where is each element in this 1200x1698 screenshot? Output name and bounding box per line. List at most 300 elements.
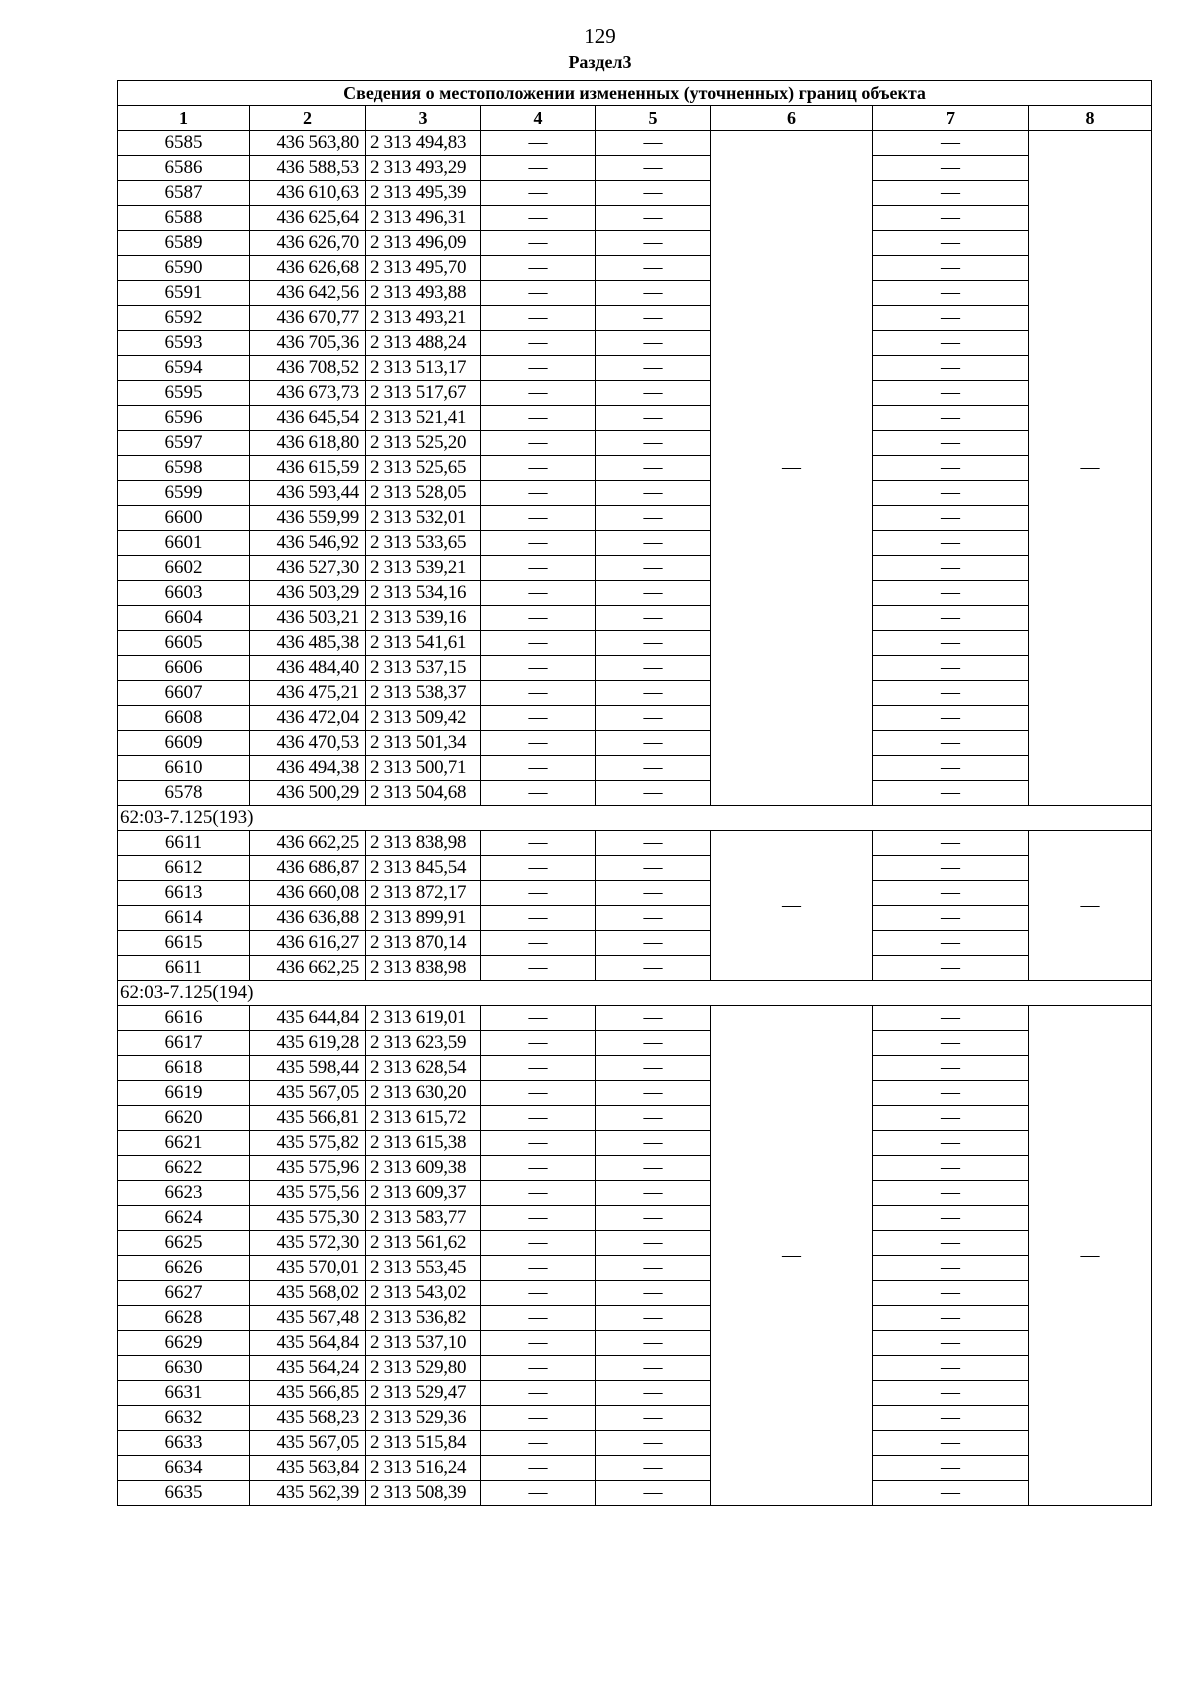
- column-5-cell: —: [596, 681, 711, 706]
- column-7-cell: —: [873, 656, 1029, 681]
- y-coordinate-cell: 2 313 615,38: [366, 1131, 481, 1156]
- column-4-cell: —: [481, 1306, 596, 1331]
- point-number-cell: 6596: [118, 406, 250, 431]
- column-7-cell: —: [873, 681, 1029, 706]
- x-coordinate-cell: 435 575,56: [250, 1181, 366, 1206]
- x-coordinate-cell: 436 642,56: [250, 281, 366, 306]
- point-number-cell: 6621: [118, 1131, 250, 1156]
- table-row: [118, 481, 1152, 506]
- y-coordinate-cell: 2 313 609,37: [366, 1181, 481, 1206]
- table-row: [118, 1156, 1152, 1181]
- x-coordinate-cell: 435 567,48: [250, 1306, 366, 1331]
- x-coordinate-cell: 436 484,40: [250, 656, 366, 681]
- column-4-cell: —: [481, 1056, 596, 1081]
- column-4-cell: —: [481, 906, 596, 931]
- column-7-cell: —: [873, 1106, 1029, 1131]
- table-row: [118, 281, 1152, 306]
- column-4-cell: —: [481, 481, 596, 506]
- column-5-cell: —: [596, 1081, 711, 1106]
- table-row: [118, 656, 1152, 681]
- group-header-row: [118, 806, 1152, 831]
- x-coordinate-cell: 436 615,59: [250, 456, 366, 481]
- point-number-cell: 6622: [118, 1156, 250, 1181]
- column-7-cell: —: [873, 1256, 1029, 1281]
- column-5-cell: —: [596, 631, 711, 656]
- column-number: 7: [873, 106, 1029, 131]
- point-number-cell: 6620: [118, 1106, 250, 1131]
- table-row: [118, 1231, 1152, 1256]
- column-5-cell: —: [596, 1381, 711, 1406]
- x-coordinate-cell: 436 475,21: [250, 681, 366, 706]
- column-4-cell: —: [481, 1356, 596, 1381]
- x-coordinate-cell: 435 564,84: [250, 1331, 366, 1356]
- column-5-cell: —: [596, 1231, 711, 1256]
- x-coordinate-cell: 435 567,05: [250, 1431, 366, 1456]
- point-number-cell: 6610: [118, 756, 250, 781]
- column-5-cell: —: [596, 1256, 711, 1281]
- column-5-cell: —: [596, 456, 711, 481]
- x-coordinate-cell: 436 559,99: [250, 506, 366, 531]
- point-number-cell: 6626: [118, 1256, 250, 1281]
- column-5-cell: —: [596, 881, 711, 906]
- x-coordinate-cell: 436 470,53: [250, 731, 366, 756]
- point-number-cell: 6604: [118, 606, 250, 631]
- column-5-cell: —: [596, 231, 711, 256]
- column-4-cell: —: [481, 1006, 596, 1031]
- y-coordinate-cell: 2 313 488,24: [366, 331, 481, 356]
- x-coordinate-cell: 435 575,96: [250, 1156, 366, 1181]
- column-number: 2: [250, 106, 366, 131]
- point-number-cell: 6612: [118, 856, 250, 881]
- column-7-cell: —: [873, 881, 1029, 906]
- column-5-cell: —: [596, 1481, 711, 1506]
- y-coordinate-cell: 2 313 623,59: [366, 1031, 481, 1056]
- x-coordinate-cell: 436 686,87: [250, 856, 366, 881]
- table-row: [118, 556, 1152, 581]
- column-7-cell: —: [873, 356, 1029, 381]
- x-coordinate-cell: 436 472,04: [250, 706, 366, 731]
- x-coordinate-cell: 436 673,73: [250, 381, 366, 406]
- point-number-cell: 6629: [118, 1331, 250, 1356]
- column-5-cell: —: [596, 331, 711, 356]
- column-5-cell: —: [596, 481, 711, 506]
- y-coordinate-cell: 2 313 496,09: [366, 231, 481, 256]
- point-number-cell: 6588: [118, 206, 250, 231]
- point-number-cell: 6614: [118, 906, 250, 931]
- point-number-cell: 6578: [118, 781, 250, 806]
- y-coordinate-cell: 2 313 528,05: [366, 481, 481, 506]
- column-4-cell: —: [481, 406, 596, 431]
- x-coordinate-cell: 436 593,44: [250, 481, 366, 506]
- column-7-cell: —: [873, 381, 1029, 406]
- column-4-cell: —: [481, 856, 596, 881]
- table-row: [118, 256, 1152, 281]
- point-number-cell: 6634: [118, 1456, 250, 1481]
- column-5-cell: —: [596, 206, 711, 231]
- column-6-merged-cell: —: [711, 1006, 873, 1506]
- x-coordinate-cell: 436 610,63: [250, 181, 366, 206]
- column-7-cell: —: [873, 1231, 1029, 1256]
- x-coordinate-cell: 435 567,05: [250, 1081, 366, 1106]
- y-coordinate-cell: 2 313 619,01: [366, 1006, 481, 1031]
- x-coordinate-cell: 436 588,53: [250, 156, 366, 181]
- column-7-cell: —: [873, 1131, 1029, 1156]
- y-coordinate-cell: 2 313 539,16: [366, 606, 481, 631]
- y-coordinate-cell: 2 313 501,34: [366, 731, 481, 756]
- column-4-cell: —: [481, 431, 596, 456]
- column-4-cell: —: [481, 331, 596, 356]
- point-number-cell: 6586: [118, 156, 250, 181]
- y-coordinate-cell: 2 313 583,77: [366, 1206, 481, 1231]
- column-6-merged-cell: —: [711, 131, 873, 806]
- table-caption: Сведения о местоположении измененных (уточненных) границ объекта: [118, 81, 1152, 106]
- point-number-cell: 6627: [118, 1281, 250, 1306]
- point-number-cell: 6599: [118, 481, 250, 506]
- table-row: [118, 706, 1152, 731]
- point-number-cell: 6616: [118, 1006, 250, 1031]
- column-number: 6: [711, 106, 873, 131]
- column-8-merged-cell: —: [1029, 1006, 1152, 1506]
- group-label: 62:03-7.125(194): [118, 981, 1152, 1006]
- y-coordinate-cell: 2 313 509,42: [366, 706, 481, 731]
- column-7-cell: —: [873, 631, 1029, 656]
- table-row: [118, 781, 1152, 806]
- x-coordinate-cell: 435 563,84: [250, 1456, 366, 1481]
- x-coordinate-cell: 436 563,80: [250, 131, 366, 156]
- column-4-cell: —: [481, 231, 596, 256]
- column-7-cell: —: [873, 1181, 1029, 1206]
- column-7-cell: —: [873, 731, 1029, 756]
- column-5-cell: —: [596, 831, 711, 856]
- point-number-cell: 6587: [118, 181, 250, 206]
- column-7-cell: —: [873, 231, 1029, 256]
- column-4-cell: —: [481, 531, 596, 556]
- column-5-cell: —: [596, 306, 711, 331]
- column-5-cell: —: [596, 756, 711, 781]
- x-coordinate-cell: 436 670,77: [250, 306, 366, 331]
- column-7-cell: —: [873, 856, 1029, 881]
- y-coordinate-cell: 2 313 513,17: [366, 356, 481, 381]
- y-coordinate-cell: 2 313 872,17: [366, 881, 481, 906]
- column-4-cell: —: [481, 1031, 596, 1056]
- column-4-cell: —: [481, 1131, 596, 1156]
- column-7-cell: —: [873, 456, 1029, 481]
- column-7-cell: —: [873, 181, 1029, 206]
- column-7-cell: —: [873, 1306, 1029, 1331]
- column-4-cell: —: [481, 356, 596, 381]
- point-number-cell: 6613: [118, 881, 250, 906]
- x-coordinate-cell: 436 705,36: [250, 331, 366, 356]
- table-row: [118, 681, 1152, 706]
- column-7-cell: —: [873, 1031, 1029, 1056]
- column-4-cell: —: [481, 1206, 596, 1231]
- table-row: [118, 131, 1152, 156]
- column-7-cell: —: [873, 1331, 1029, 1356]
- x-coordinate-cell: 435 644,84: [250, 1006, 366, 1031]
- y-coordinate-cell: 2 313 838,98: [366, 956, 481, 981]
- y-coordinate-cell: 2 313 504,68: [366, 781, 481, 806]
- column-4-cell: —: [481, 1106, 596, 1131]
- column-7-cell: —: [873, 206, 1029, 231]
- point-number-cell: 6624: [118, 1206, 250, 1231]
- y-coordinate-cell: 2 313 496,31: [366, 206, 481, 231]
- x-coordinate-cell: 436 662,25: [250, 831, 366, 856]
- boundary-table: [117, 80, 1152, 1506]
- column-4-cell: —: [481, 556, 596, 581]
- table-row: [118, 306, 1152, 331]
- column-number: 3: [366, 106, 481, 131]
- point-number-cell: 6597: [118, 431, 250, 456]
- table-row: [118, 731, 1152, 756]
- column-5-cell: —: [596, 181, 711, 206]
- table-row: [118, 1456, 1152, 1481]
- y-coordinate-cell: 2 313 493,29: [366, 156, 481, 181]
- x-coordinate-cell: 436 660,08: [250, 881, 366, 906]
- table-row: [118, 881, 1152, 906]
- y-coordinate-cell: 2 313 494,83: [366, 131, 481, 156]
- point-number-cell: 6600: [118, 506, 250, 531]
- column-4-cell: —: [481, 306, 596, 331]
- x-coordinate-cell: 436 527,30: [250, 556, 366, 581]
- x-coordinate-cell: 436 626,68: [250, 256, 366, 281]
- column-7-cell: —: [873, 1281, 1029, 1306]
- table-row: [118, 1406, 1152, 1431]
- table-row: [118, 631, 1152, 656]
- column-4-cell: —: [481, 1406, 596, 1431]
- column-4-cell: —: [481, 281, 596, 306]
- column-5-cell: —: [596, 1156, 711, 1181]
- point-number-cell: 6609: [118, 731, 250, 756]
- point-number-cell: 6623: [118, 1181, 250, 1206]
- point-number-cell: 6593: [118, 331, 250, 356]
- table-row: [118, 1106, 1152, 1131]
- column-5-cell: —: [596, 556, 711, 581]
- x-coordinate-cell: 436 645,54: [250, 406, 366, 431]
- x-coordinate-cell: 436 485,38: [250, 631, 366, 656]
- column-5-cell: —: [596, 1206, 711, 1231]
- point-number-cell: 6602: [118, 556, 250, 581]
- column-5-cell: —: [596, 706, 711, 731]
- y-coordinate-cell: 2 313 495,70: [366, 256, 481, 281]
- column-7-cell: —: [873, 531, 1029, 556]
- x-coordinate-cell: 435 568,23: [250, 1406, 366, 1431]
- y-coordinate-cell: 2 313 532,01: [366, 506, 481, 531]
- column-7-cell: —: [873, 1431, 1029, 1456]
- column-5-cell: —: [596, 731, 711, 756]
- column-5-cell: —: [596, 131, 711, 156]
- table-row: [118, 1281, 1152, 1306]
- table-row: [118, 181, 1152, 206]
- y-coordinate-cell: 2 313 845,54: [366, 856, 481, 881]
- table-row: [118, 1431, 1152, 1456]
- point-number-cell: 6625: [118, 1231, 250, 1256]
- y-coordinate-cell: 2 313 537,15: [366, 656, 481, 681]
- point-number-cell: 6611: [118, 831, 250, 856]
- point-number-cell: 6635: [118, 1481, 250, 1506]
- table-row: [118, 406, 1152, 431]
- column-4-cell: —: [481, 156, 596, 181]
- column-7-cell: —: [873, 781, 1029, 806]
- column-4-cell: —: [481, 681, 596, 706]
- table-row: [118, 1356, 1152, 1381]
- table-row: [118, 231, 1152, 256]
- column-8-merged-cell: —: [1029, 131, 1152, 806]
- table-row: [118, 356, 1152, 381]
- y-coordinate-cell: 2 313 899,91: [366, 906, 481, 931]
- x-coordinate-cell: 435 575,30: [250, 1206, 366, 1231]
- y-coordinate-cell: 2 313 537,10: [366, 1331, 481, 1356]
- column-5-cell: —: [596, 1181, 711, 1206]
- section-title: Раздел3: [568, 52, 632, 72]
- table-row: [118, 381, 1152, 406]
- column-5-cell: —: [596, 406, 711, 431]
- column-5-cell: —: [596, 1131, 711, 1156]
- column-5-cell: —: [596, 1006, 711, 1031]
- column-5-cell: —: [596, 956, 711, 981]
- column-7-cell: —: [873, 1081, 1029, 1106]
- column-5-cell: —: [596, 856, 711, 881]
- column-7-cell: —: [873, 331, 1029, 356]
- table-row: [118, 856, 1152, 881]
- column-7-cell: —: [873, 931, 1029, 956]
- column-7-cell: —: [873, 1381, 1029, 1406]
- column-4-cell: —: [481, 656, 596, 681]
- column-4-cell: —: [481, 381, 596, 406]
- column-4-cell: —: [481, 1281, 596, 1306]
- table-row: [118, 906, 1152, 931]
- y-coordinate-cell: 2 313 539,21: [366, 556, 481, 581]
- column-5-cell: —: [596, 781, 711, 806]
- point-number-cell: 6611: [118, 956, 250, 981]
- x-coordinate-cell: 435 566,81: [250, 1106, 366, 1131]
- point-number-cell: 6595: [118, 381, 250, 406]
- column-4-cell: —: [481, 706, 596, 731]
- column-4-cell: —: [481, 631, 596, 656]
- y-coordinate-cell: 2 313 561,62: [366, 1231, 481, 1256]
- column-4-cell: —: [481, 881, 596, 906]
- column-4-cell: —: [481, 731, 596, 756]
- column-7-cell: —: [873, 481, 1029, 506]
- column-5-cell: —: [596, 606, 711, 631]
- point-number-cell: 6601: [118, 531, 250, 556]
- column-5-cell: —: [596, 931, 711, 956]
- table-row: [118, 506, 1152, 531]
- column-4-cell: —: [481, 1456, 596, 1481]
- column-5-cell: —: [596, 1356, 711, 1381]
- column-5-cell: —: [596, 1406, 711, 1431]
- column-4-cell: —: [481, 131, 596, 156]
- y-coordinate-cell: 2 313 493,21: [366, 306, 481, 331]
- table-row: [118, 431, 1152, 456]
- y-coordinate-cell: 2 313 870,14: [366, 931, 481, 956]
- y-coordinate-cell: 2 313 533,65: [366, 531, 481, 556]
- column-4-cell: —: [481, 206, 596, 231]
- x-coordinate-cell: 436 618,80: [250, 431, 366, 456]
- column-7-cell: —: [873, 581, 1029, 606]
- column-5-cell: —: [596, 381, 711, 406]
- column-number: 8: [1029, 106, 1152, 131]
- y-coordinate-cell: 2 313 630,20: [366, 1081, 481, 1106]
- y-coordinate-cell: 2 313 541,61: [366, 631, 481, 656]
- y-coordinate-cell: 2 313 516,24: [366, 1456, 481, 1481]
- column-5-cell: —: [596, 431, 711, 456]
- x-coordinate-cell: 436 616,27: [250, 931, 366, 956]
- point-number-cell: 6631: [118, 1381, 250, 1406]
- point-number-cell: 6591: [118, 281, 250, 306]
- point-number-cell: 6598: [118, 456, 250, 481]
- column-5-cell: —: [596, 1331, 711, 1356]
- column-4-cell: —: [481, 181, 596, 206]
- column-5-cell: —: [596, 581, 711, 606]
- y-coordinate-cell: 2 313 529,36: [366, 1406, 481, 1431]
- x-coordinate-cell: 436 503,29: [250, 581, 366, 606]
- point-number-cell: 6619: [118, 1081, 250, 1106]
- column-4-cell: —: [481, 931, 596, 956]
- column-4-cell: —: [481, 756, 596, 781]
- y-coordinate-cell: 2 313 508,39: [366, 1481, 481, 1506]
- x-coordinate-cell: 436 662,25: [250, 956, 366, 981]
- column-5-cell: —: [596, 1306, 711, 1331]
- table-row: [118, 831, 1152, 856]
- column-4-cell: —: [481, 1256, 596, 1281]
- table-row: [118, 1181, 1152, 1206]
- point-number-cell: 6603: [118, 581, 250, 606]
- y-coordinate-cell: 2 313 495,39: [366, 181, 481, 206]
- column-5-cell: —: [596, 1056, 711, 1081]
- x-coordinate-cell: 436 494,38: [250, 756, 366, 781]
- point-number-cell: 6608: [118, 706, 250, 731]
- x-coordinate-cell: 436 625,64: [250, 206, 366, 231]
- table-row: [118, 756, 1152, 781]
- x-coordinate-cell: 436 708,52: [250, 356, 366, 381]
- column-5-cell: —: [596, 281, 711, 306]
- point-number-cell: 6607: [118, 681, 250, 706]
- table-row: [118, 1006, 1152, 1031]
- column-4-cell: —: [481, 1081, 596, 1106]
- point-number-cell: 6630: [118, 1356, 250, 1381]
- column-5-cell: —: [596, 1106, 711, 1131]
- x-coordinate-cell: 435 568,02: [250, 1281, 366, 1306]
- column-4-cell: —: [481, 1156, 596, 1181]
- column-7-cell: —: [873, 1056, 1029, 1081]
- y-coordinate-cell: 2 313 493,88: [366, 281, 481, 306]
- column-5-cell: —: [596, 506, 711, 531]
- column-number: 1: [118, 106, 250, 131]
- x-coordinate-cell: 435 598,44: [250, 1056, 366, 1081]
- column-5-cell: —: [596, 906, 711, 931]
- x-coordinate-cell: 435 562,39: [250, 1481, 366, 1506]
- column-4-cell: —: [481, 1481, 596, 1506]
- column-7-cell: —: [873, 1206, 1029, 1231]
- column-7-cell: —: [873, 431, 1029, 456]
- column-5-cell: —: [596, 656, 711, 681]
- table-row: [118, 1256, 1152, 1281]
- y-coordinate-cell: 2 313 838,98: [366, 831, 481, 856]
- y-coordinate-cell: 2 313 615,72: [366, 1106, 481, 1131]
- column-7-cell: —: [873, 706, 1029, 731]
- column-7-cell: —: [873, 1406, 1029, 1431]
- y-coordinate-cell: 2 313 525,65: [366, 456, 481, 481]
- x-coordinate-cell: 435 572,30: [250, 1231, 366, 1256]
- table-row: [118, 1331, 1152, 1356]
- column-7-cell: —: [873, 1006, 1029, 1031]
- point-number-cell: 6589: [118, 231, 250, 256]
- column-4-cell: —: [481, 781, 596, 806]
- x-coordinate-cell: 435 619,28: [250, 1031, 366, 1056]
- y-coordinate-cell: 2 313 538,37: [366, 681, 481, 706]
- column-4-cell: —: [481, 606, 596, 631]
- column-7-cell: —: [873, 1456, 1029, 1481]
